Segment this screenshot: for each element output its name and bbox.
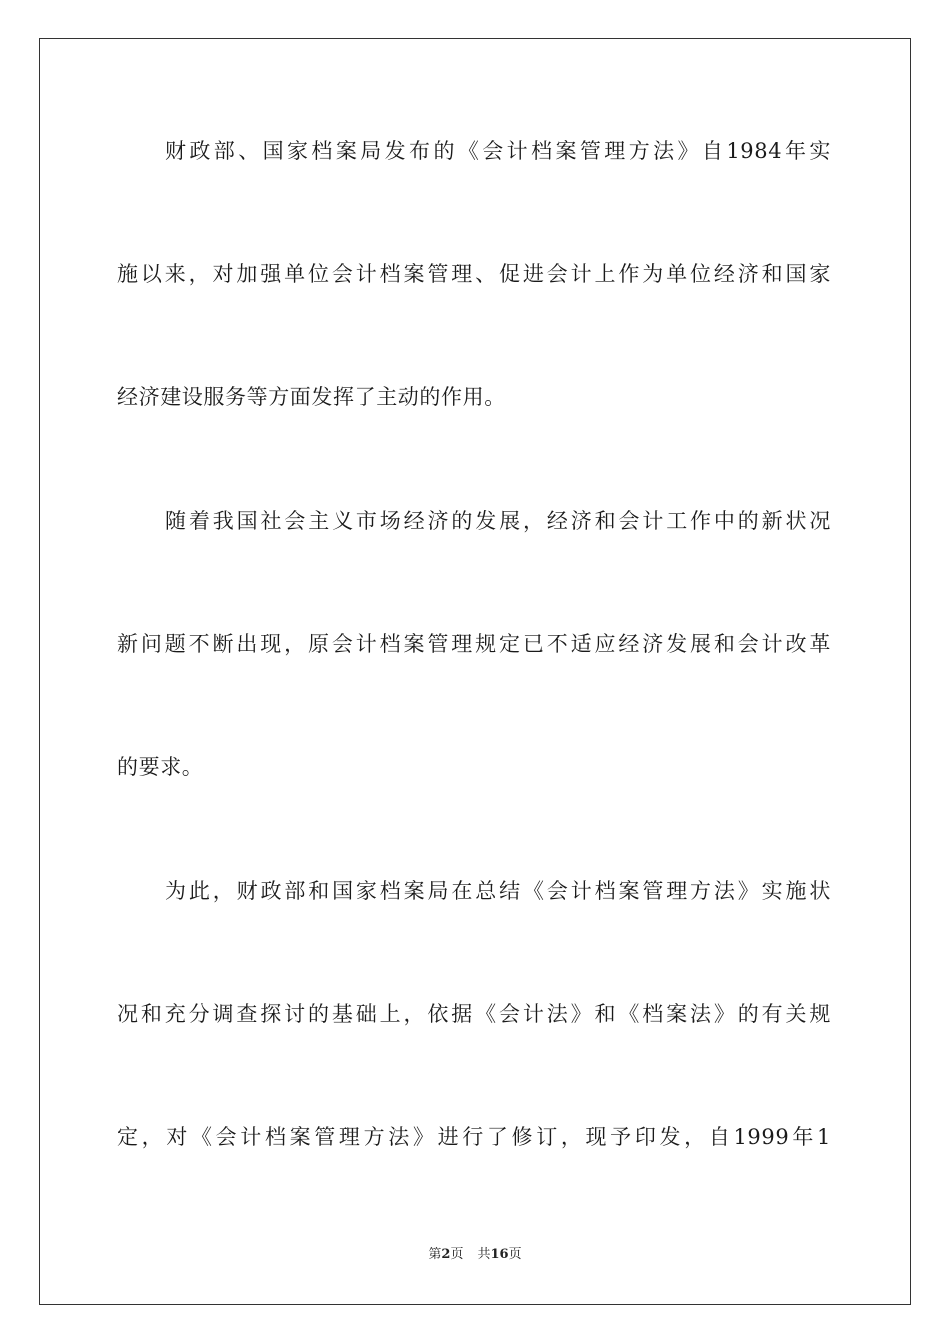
paragraph-3-line-2: 况和充分调查探讨的基础上，依据《会计法》和《档案法》的有关规 xyxy=(117,1002,831,1026)
current-page-number: 2 xyxy=(441,1247,451,1262)
paragraph-1-line-1: 财政部、国家档案局发布的《会计档案管理方法》自1984年实 xyxy=(165,139,831,163)
page-border xyxy=(39,38,911,1305)
total-pages-number: 16 xyxy=(490,1247,509,1262)
page-suffix: 页 xyxy=(450,1247,464,1262)
total-prefix: 共 xyxy=(477,1247,491,1262)
paragraph-1-line-3: 经济建设服务等方面发挥了主动的作用。 xyxy=(117,385,506,409)
page-prefix: 第 xyxy=(428,1247,442,1262)
paragraph-3-line-1: 为此，财政部和国家档案局在总结《会计档案管理方法》实施状 xyxy=(165,879,831,903)
total-suffix: 页 xyxy=(508,1247,522,1262)
paragraph-1-line-2: 施以来，对加强单位会计档案管理、促进会计上作为单位经济和国家 xyxy=(117,262,831,286)
paragraph-2-line-3: 的要求。 xyxy=(117,755,204,779)
paragraph-2-line-2: 新问题不断出现，原会计档案管理规定已不适应经济发展和会计改革 xyxy=(117,632,831,656)
paragraph-3-line-3: 定，对《会计档案管理方法》进行了修订，现予印发，自1999年1 xyxy=(117,1125,831,1149)
page-footer xyxy=(0,1245,950,1265)
paragraph-2-line-1: 随着我国社会主义市场经济的发展，经济和会计工作中的新状况 xyxy=(165,509,831,533)
